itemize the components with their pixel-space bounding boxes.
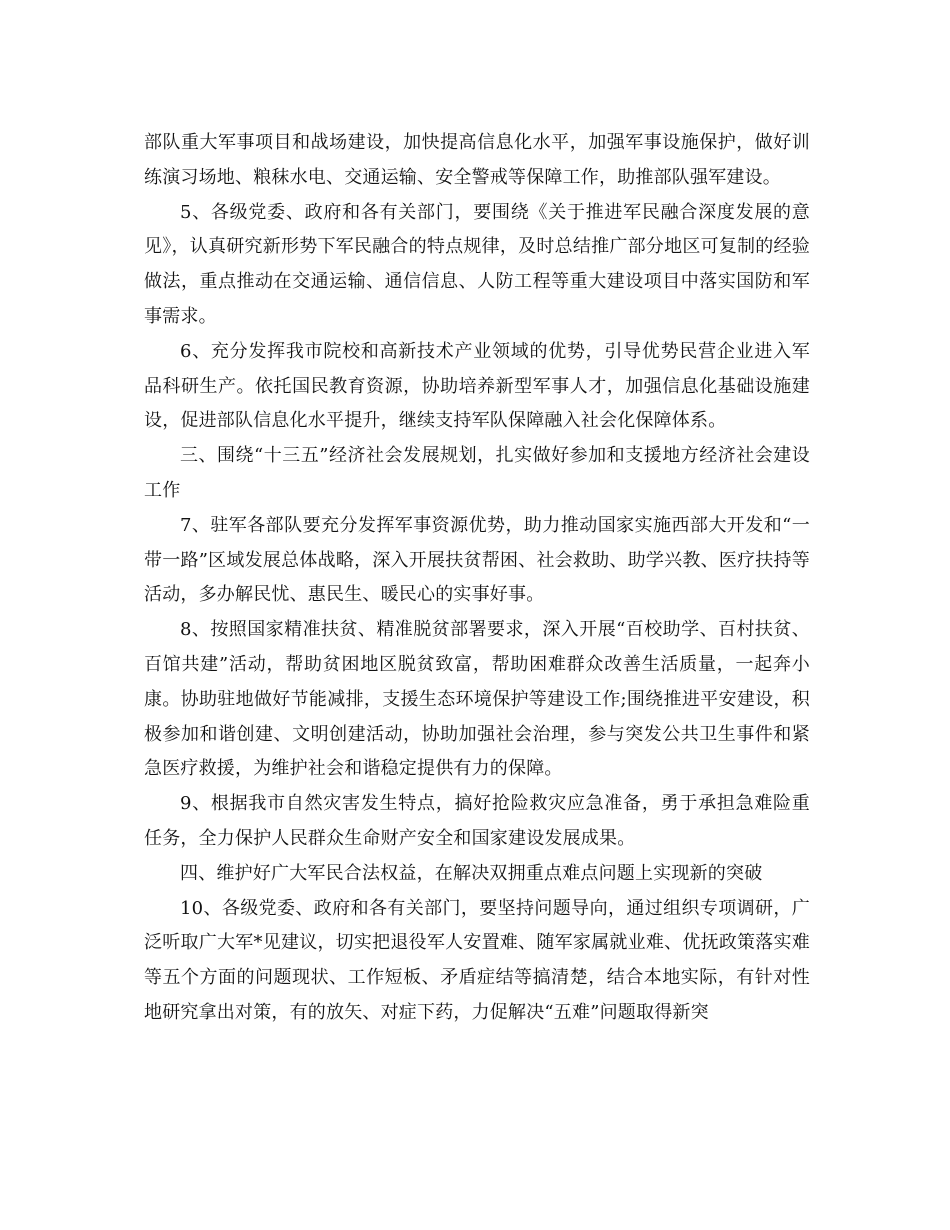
- section-heading-3: 三、围绕“十三五”经济社会发展规划，扎实做好参加和支援地方经济社会建设工作: [144, 445, 810, 501]
- document-body: [144, 126, 810, 1031]
- paragraph-10: 10、各级党委、政府和各有关部门，要坚持问题导向，通过组织专项调研，广泛听取广大军*见建议，切实把退役军人安置难、随军家属就业难、优抚政策落实难等五个方面的问题现状、工作短板、矛盾症结等搞清楚，结合本地实际，有针对性地研究拿出对策，有的放矢、对症下药，力促解决“五难”问题取得新突: [144, 897, 810, 1023]
- paragraph-1: 部队重大军事项目和战场建设，加快提高信息化水平，加强军事设施保护，做好训练演习场地、粮秣水电、交通运输、安全警戒等保障工作，助推部队强军建设。: [144, 132, 810, 188]
- paragraph-9: 9、根据我市自然灾害发生特点，搞好抢险救灾应急准备，勇于承担急难险重任务，全力保护人民群众生命财产安全和国家建设发展成果。: [144, 793, 810, 849]
- paragraph-2: 5、各级党委、政府和各有关部门，要围绕《关于推进军民融合深度发展的意见》，认真研究新形势下军民融合的特点规律，及时总结推广部分地区可复制的经验做法，重点推动在交通运输、通信信息、人防工程等重大建设项目中落实国防和军事需求。: [144, 201, 810, 327]
- paragraph-3: 6、充分发挥我市院校和高新技术产业领域的优势，引导优势民营企业进入军品科研生产。依托国民教育资源，协助培养新型军事人才，加强信息化基础设施建设，促进部队信息化水平提升，继续支持军队保障融入社会化保障体系。: [144, 340, 810, 432]
- paragraph-7: 7、驻军各部队要充分发挥军事资源优势，助力推动国家实施西部大开发和“一带一路”区域发展总体战略，深入开展扶贫帮困、社会救助、助学兴教、医疗扶持等活动，多办解民忧、惠民生、暖民心的实事好事。: [144, 514, 810, 606]
- paragraph-8: 8、按照国家精准扶贫、精准脱贫部署要求，深入开展“百校助学、百村扶贫、百馆共建”活动，帮助贫困地区脱贫致富，帮助困难群众改善生活质量，一起奔小康。协助驻地做好节能减排，支援生态环境保护等建设工作;围绕推进平安建设，积极参加和谐创建、文明创建活动，协助加强社会治理，参与突发公共卫生事件和紧急医疗救援，为维护社会和谐稳定提供有力的保障。: [144, 619, 810, 780]
- section-heading-4: 四、维护好广大军民合法权益，在解决双拥重点难点问题上实现新的突破: [180, 862, 763, 884]
